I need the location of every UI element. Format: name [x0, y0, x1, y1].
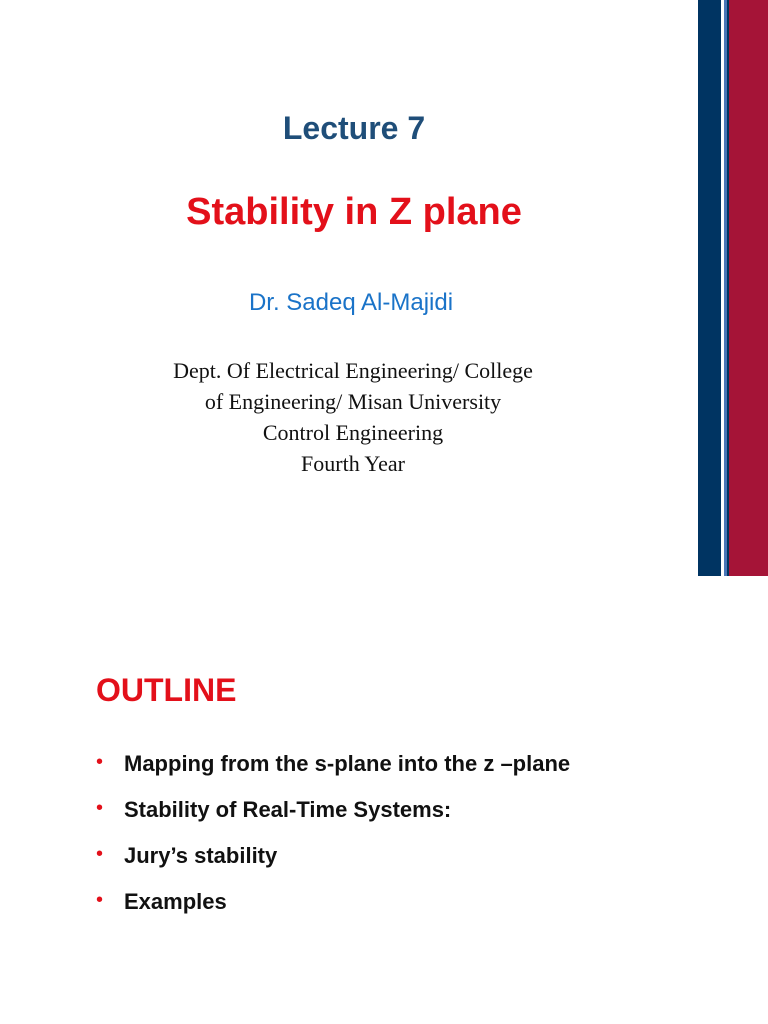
slide-title: Stability in Z plane	[186, 191, 522, 233]
bullet-icon: •	[96, 843, 104, 865]
bullet-icon: •	[96, 751, 104, 773]
list-item-text: Mapping from the s-plane into the z –plane	[124, 751, 571, 776]
decorative-side-stripes	[698, 0, 768, 576]
outline-slide	[0, 576, 768, 1024]
lecture-number: Lecture 7	[282, 110, 426, 146]
list-item-text: Examples	[124, 889, 227, 914]
affiliation-line: Control Engineering	[262, 420, 444, 445]
list-item-text: Stability of Real-Time Systems:	[124, 797, 452, 822]
author-name: Dr. Sadeq Al-Majidi	[248, 289, 454, 316]
list-item-text: Jury’s stability	[124, 843, 278, 868]
affiliation-line: Fourth Year	[301, 451, 405, 476]
navy-stripe	[698, 0, 721, 576]
outline-heading: OUTLINE	[96, 672, 237, 708]
affiliation-line: Dept. Of Electrical Engineering/ College	[173, 358, 533, 383]
affiliation-line: of Engineering/ Misan University	[204, 389, 502, 414]
bullet-icon: •	[96, 797, 104, 819]
crimson-stripe	[729, 0, 768, 576]
affiliation-block	[0, 355, 706, 479]
bullet-icon: •	[96, 889, 104, 911]
